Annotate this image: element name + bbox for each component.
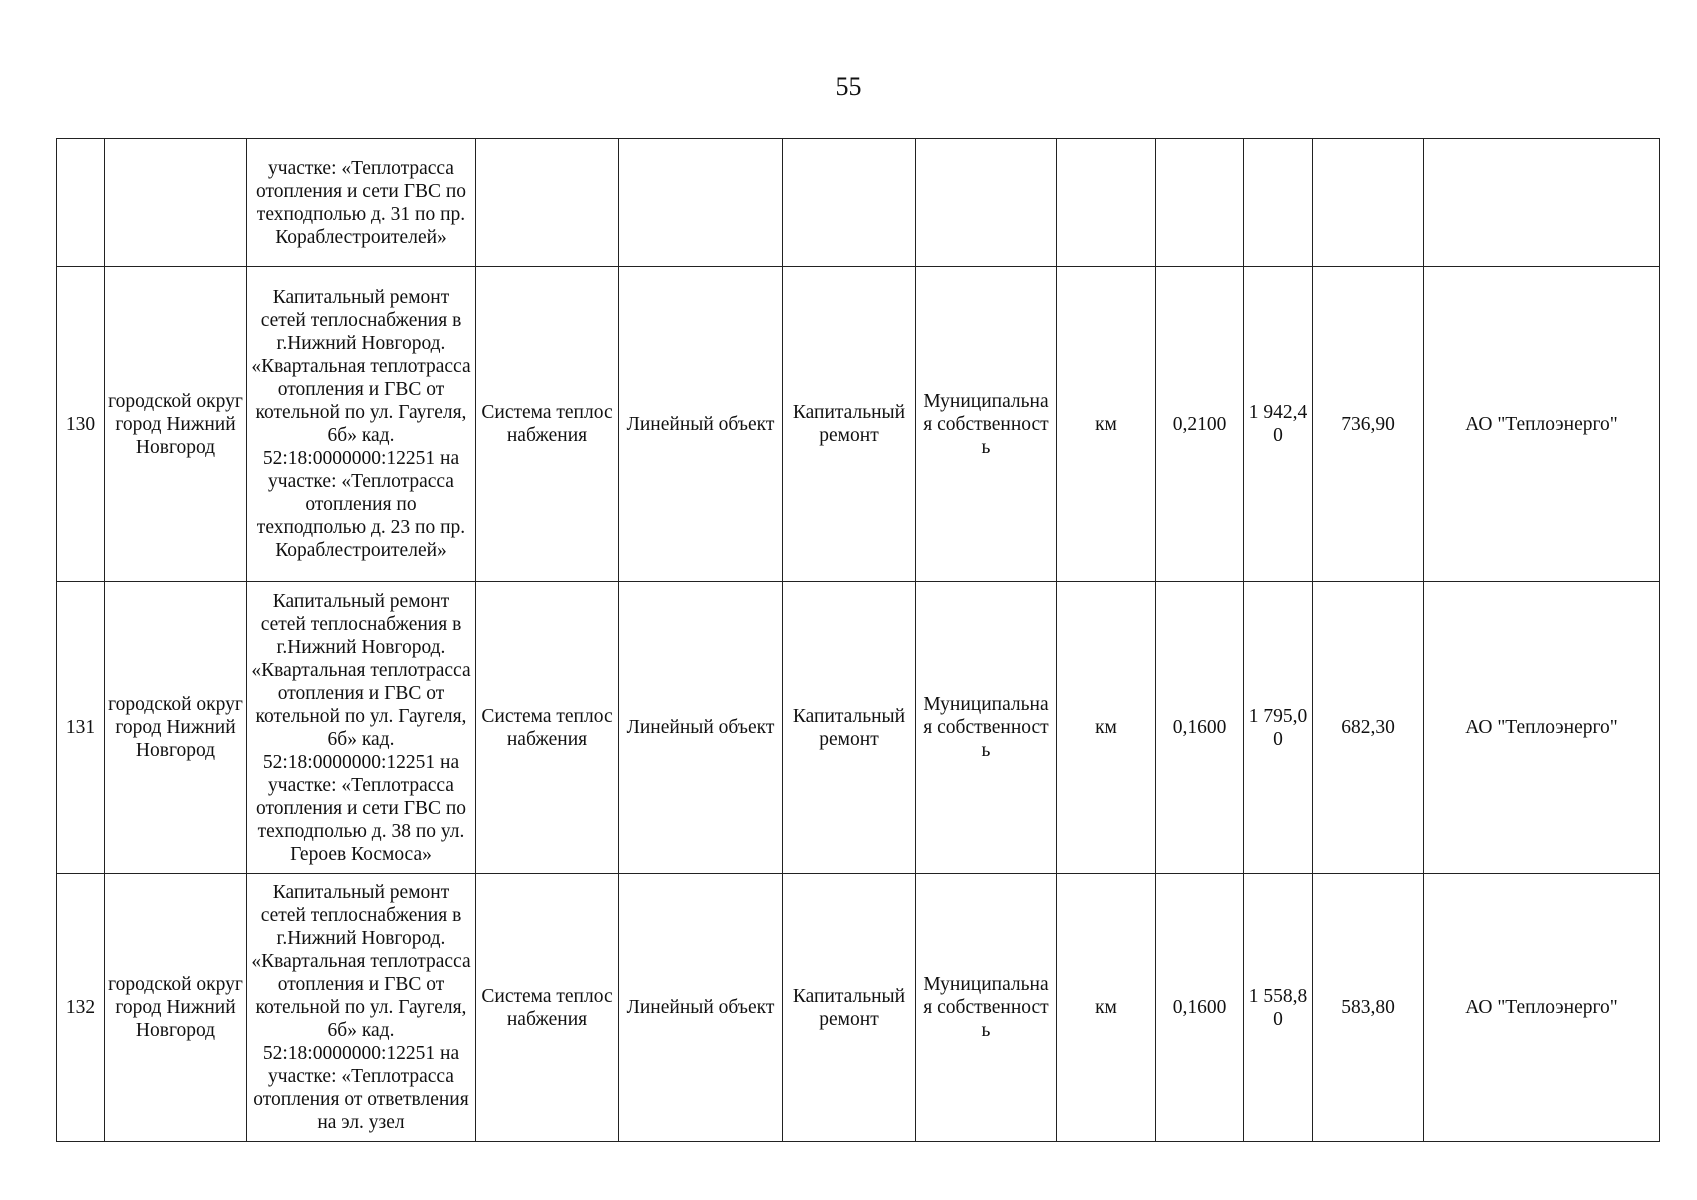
cell-ownership: Муниципальная собственность [916,267,1057,582]
cell-organization [1424,139,1660,267]
cell-description: участке: «Теплотрасса отопления и сети ГВС по техподполью д. 31 по пр. Кораблестроителей» [247,139,476,267]
table-row [57,267,1660,582]
cell-number: 132 [57,874,105,1142]
cell-system: Система теплоснабжения [476,582,619,874]
cell-object-type: Линейный объект [619,582,783,874]
cell-description: Капитальный ремонт сетей теплоснабжения в г.Нижний Новгород. «Квартальная теплотрасса отопления и ГВС от котельной по ул. Гаугеля, 6б» кад. 52:18:0000000:12251 на участке: «Теплотрасса отопления и сети ГВС по техподполью д. 38 по ул. Героев Космоса» [247,582,476,874]
table-row [57,139,1660,267]
cell-organization: АО "Теплоэнерго" [1424,582,1660,874]
cell-description: Капитальный ремонт сетей теплоснабжения в г.Нижний Новгород. «Квартальная теплотрасса отопления и ГВС от котельной по ул. Гаугеля, 6б» кад. 52:18:0000000:12251 на участке: «Теплотрасса отопления от ответвления на эл. узел [247,874,476,1142]
cell-cost: 1 942,40 [1244,267,1313,582]
cell-work-type: Капитальный ремонт [783,582,916,874]
cell-cost-secondary: 583,80 [1313,874,1424,1142]
cell-organization: АО "Теплоэнерго" [1424,267,1660,582]
cell-work-type [783,139,916,267]
cell-length: 0,1600 [1156,582,1244,874]
cell-work-type: Капитальный ремонт [783,874,916,1142]
cell-number: 130 [57,267,105,582]
cell-number: 131 [57,582,105,874]
cell-cost [1244,139,1313,267]
cell-object-type: Линейный объект [619,267,783,582]
cell-unit: км [1057,582,1156,874]
cell-object-type [619,139,783,267]
cell-system: Система теплоснабжения [476,874,619,1142]
cell-work-type: Капитальный ремонт [783,267,916,582]
cell-organization: АО "Теплоэнерго" [1424,874,1660,1142]
page-number: 55 [835,72,862,101]
cell-length: 0,1600 [1156,874,1244,1142]
cell-system: Система теплоснабжения [476,267,619,582]
cell-district: городской округ город Нижний Новгород [105,874,247,1142]
cell-unit [1057,139,1156,267]
projects-table [56,138,1660,1142]
cell-length [1156,139,1244,267]
cell-cost-secondary: 736,90 [1313,267,1424,582]
cell-cost-secondary [1313,139,1424,267]
cell-length: 0,2100 [1156,267,1244,582]
cell-district: городской округ город Нижний Новгород [105,267,247,582]
table-row [57,582,1660,874]
cell-number [57,139,105,267]
cell-ownership: Муниципальная собственность [916,582,1057,874]
table-row [57,874,1660,1142]
cell-cost: 1 795,00 [1244,582,1313,874]
cell-description: Капитальный ремонт сетей теплоснабжения в г.Нижний Новгород. «Квартальная теплотрасса отопления и ГВС от котельной по ул. Гаугеля, 6б» кад. 52:18:0000000:12251 на участке: «Теплотрасса отопления по техподполью д. 23 по пр. Кораблестроителей» [247,267,476,582]
cell-unit: км [1057,874,1156,1142]
cell-unit: км [1057,267,1156,582]
cell-ownership: Муниципальная собственность [916,874,1057,1142]
cell-cost-secondary: 682,30 [1313,582,1424,874]
cell-object-type: Линейный объект [619,874,783,1142]
cell-district: городской округ город Нижний Новгород [105,582,247,874]
cell-system [476,139,619,267]
cell-district [105,139,247,267]
cell-ownership [916,139,1057,267]
cell-cost: 1 558,80 [1244,874,1313,1142]
